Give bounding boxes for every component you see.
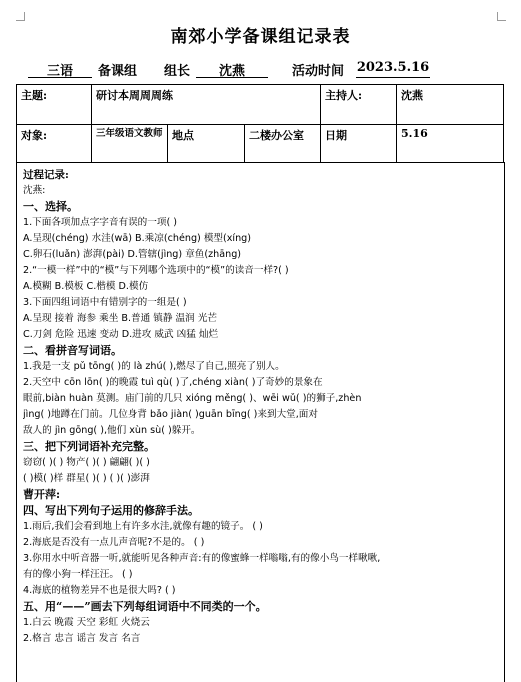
date-cell-label: 日期 — [321, 125, 397, 163]
record-line: 1.雨后,我们会看到地上有许多水洼,就像有趣的镜子。 ( ) — [23, 521, 263, 532]
record-line: 1.白云 晚霞 天空 彩虹 火烧云 — [23, 617, 150, 628]
date-cell-value: 5.16 — [397, 125, 504, 163]
page-corner-mark-right — [497, 12, 506, 21]
record-line: 敌人的 jìn gōng( ),他们 xùn sù( )躲开。 — [23, 425, 201, 436]
record-line: 1.下面各项加点字字音有误的一项( ) — [23, 217, 178, 228]
page-corner-mark-left — [16, 12, 25, 21]
record-line: ( )模( )样 群星( )( ) ( )( )澎湃 — [23, 473, 150, 484]
record-line: 4.海底的植物差异不也是很大吗? ( ) — [23, 585, 176, 596]
host-value: 沈燕 — [397, 85, 504, 125]
grade-subject: 三语 — [28, 60, 92, 78]
process-record — [16, 162, 505, 682]
host-label: 主持人: — [321, 85, 397, 125]
place-label: 地点 — [168, 125, 245, 163]
record-section-heading: 曹开萍: — [23, 488, 61, 501]
activity-date: 2023.5.16 — [356, 60, 430, 78]
topic-value: 研讨本周周周练 — [92, 85, 321, 125]
header-table — [16, 84, 504, 163]
record-line: jìng( )地蹲在门前。几位身背 bǎo jiàn( )guān bīng( )来到大堂,面对 — [23, 409, 318, 420]
record-line: A.呈现 接着 海参 乘坐 B.普通 镇静 温润 光芒 — [23, 313, 217, 324]
record-line: 2.“一模一样”中的“模”与下列哪个选项中的“模”的读音一样?( ) — [23, 265, 289, 276]
place-value: 二楼办公室 — [245, 125, 321, 163]
record-section-heading: 三、把下列词语补充完整。 — [23, 440, 155, 453]
record-line: 有的像小狗一样汪汪。 ( ) — [23, 569, 133, 580]
record-section-heading: 一、选择。 — [23, 200, 78, 213]
record-line: 3.下面四组词语中有错别字的一组是( ) — [23, 297, 187, 308]
record-line: 3.你用水中听音器一听,就能听见各种声音:有的像蜜蜂一样嗡嗡,有的像小鸟一样啾啾, — [23, 553, 381, 564]
record-line: 2.海底是否没有一点儿声音呢?不是的。 ( ) — [23, 537, 205, 548]
page-title: 南郊小学备课组记录表 — [170, 27, 351, 47]
record-line: 2.天空中 cōn lōn( )的晚霞 tuì qù( )了,chéng xiàn( )了奇妙的景象在 — [23, 377, 323, 388]
leader-label: 组长 — [164, 64, 191, 79]
record-line: C.刀剑 危险 迅速 变动 D.进攻 威武 凶猛 灿烂 — [23, 329, 219, 340]
record-speaker: 沈燕: — [23, 185, 46, 196]
group-label: 备课组 — [98, 64, 138, 79]
record-line: A.呈现(chéng) 水洼(wā) B.乘凉(chéng) 模型(xíng) — [23, 233, 252, 244]
record-line: 眼前,biàn huàn 莫测。庙门前的几只 xióng měng( )、wēi wǔ( )的狮子,zhèn — [23, 393, 362, 404]
record-heading: 过程记录: — [23, 169, 69, 181]
record-section-heading: 四、写出下列句子运用的修辞手法。 — [23, 504, 199, 517]
record-line: C.卵石(luǎn) 澎湃(pài) D.管辖(jìng) 章鱼(zhāng) — [23, 249, 242, 260]
record-line: 窃窃( )( ) 物产( )( ) 翩翩( )( ) — [23, 457, 150, 468]
topic-label: 主题: — [17, 85, 92, 125]
object-value: 三年级语文教师 — [92, 125, 168, 163]
record-line: 1.我是一支 pǔ tōng( )的 là zhú( ),燃尽了自己,照亮了别人。 — [23, 361, 285, 372]
record-line: A.模糊 B.模板 C.楷模 D.模仿 — [23, 281, 149, 292]
object-label: 对象: — [17, 125, 92, 163]
info-line — [22, 60, 502, 78]
date-label: 活动时间 — [292, 64, 345, 79]
leader-name: 沈燕 — [196, 60, 268, 78]
record-section-heading: 五、用“——”画去下列每组词语中不同类的一个。 — [23, 600, 267, 613]
topic-row — [17, 85, 504, 125]
record-section-heading: 二、看拼音写词语。 — [23, 344, 122, 357]
object-row — [17, 125, 504, 163]
record-line: 2.格言 忠言 谣言 发言 名言 — [23, 633, 141, 644]
